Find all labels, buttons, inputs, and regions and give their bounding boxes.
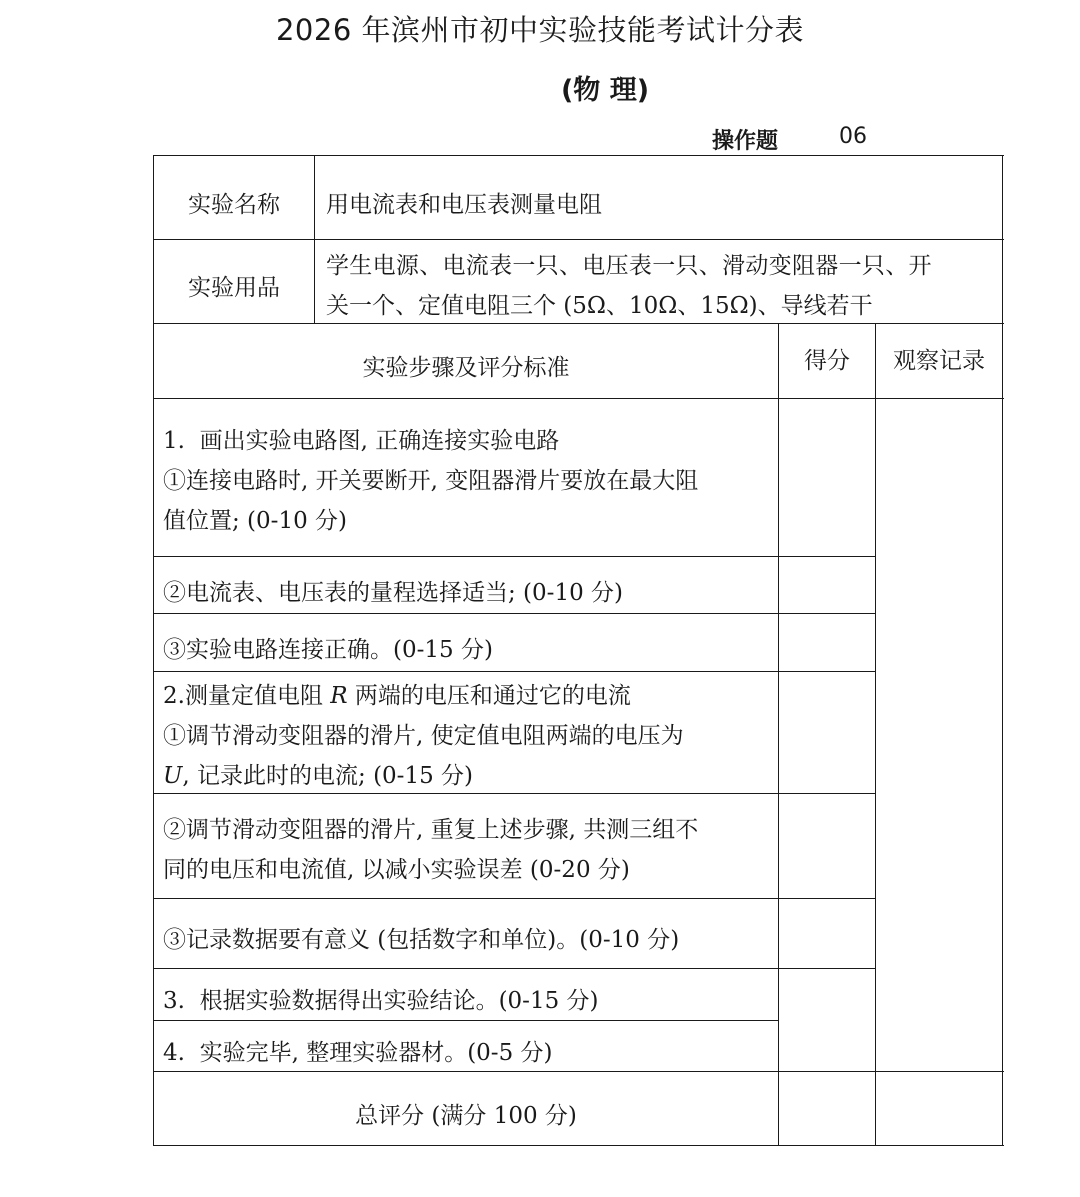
- row-divider: [153, 556, 876, 557]
- question-number: 06: [839, 124, 867, 149]
- score-column-header: 得分: [804, 348, 850, 374]
- step2-a-line2: U, 记录此时的电流; (0-15 分): [163, 763, 474, 789]
- table-border: [153, 155, 1004, 156]
- step2-title: 2.测量定值电阻 R 两端的电压和通过它的电流: [163, 683, 631, 709]
- question-label: 操作题: [712, 129, 779, 154]
- row-divider: [153, 968, 876, 969]
- steps-column-header: 实验步骤及评分标准: [362, 355, 570, 381]
- step3: 3. 根据实验数据得出实验结论。(0-15 分): [163, 988, 599, 1014]
- step1-a-line1: ①连接电路时, 开关要断开, 变阻器滑片要放在最大阻: [163, 468, 699, 494]
- experiment-name-value: 用电流表和电压表测量电阻: [326, 192, 602, 218]
- step1-title: 1. 画出实验电路图, 正确连接实验电路: [163, 428, 560, 454]
- step1-b: ②电流表、电压表的量程选择适当; (0-10 分): [163, 580, 623, 606]
- step2-b-line2: 同的电压和电流值, 以减小实验误差 (0-20 分): [163, 857, 630, 883]
- step2-c: ③记录数据要有意义 (包括数字和单位)。(0-10 分): [163, 927, 680, 953]
- table-border: [1002, 155, 1003, 1146]
- experiment-items-line1: 学生电源、电流表一只、电压表一只、滑动变阻器一只、开: [326, 253, 932, 279]
- row-divider: [153, 671, 876, 672]
- experiment-name-label: 实验名称: [188, 192, 280, 218]
- step1-c: ③实验电路连接正确。(0-15 分): [163, 637, 493, 663]
- subject-subtitle: (物 理): [560, 75, 650, 106]
- column-divider: [778, 323, 779, 1146]
- row-divider: [153, 898, 876, 899]
- record-column-header: 观察记录: [893, 348, 985, 374]
- row-divider: [153, 613, 876, 614]
- step4: 4. 实验完毕, 整理实验器材。(0-5 分): [163, 1040, 553, 1066]
- row-divider: [153, 239, 1004, 240]
- column-divider: [875, 323, 876, 1146]
- experiment-items-line2: 关一个、定值电阻三个 (5Ω、10Ω、15Ω)、导线若干: [326, 293, 873, 319]
- column-divider: [314, 155, 315, 324]
- step1-a-line2: 值位置; (0-10 分): [163, 508, 347, 534]
- experiment-items-label: 实验用品: [188, 275, 280, 301]
- page-title: 2026 年滨州市初中实验技能考试计分表: [275, 13, 805, 47]
- total-score-label: 总评分 (满分 100 分): [355, 1103, 577, 1129]
- step2-a-line1: ①调节滑动变阻器的滑片, 使定值电阻两端的电压为: [163, 723, 684, 749]
- step2-b-line1: ②调节滑动变阻器的滑片, 重复上述步骤, 共测三组不: [163, 817, 699, 843]
